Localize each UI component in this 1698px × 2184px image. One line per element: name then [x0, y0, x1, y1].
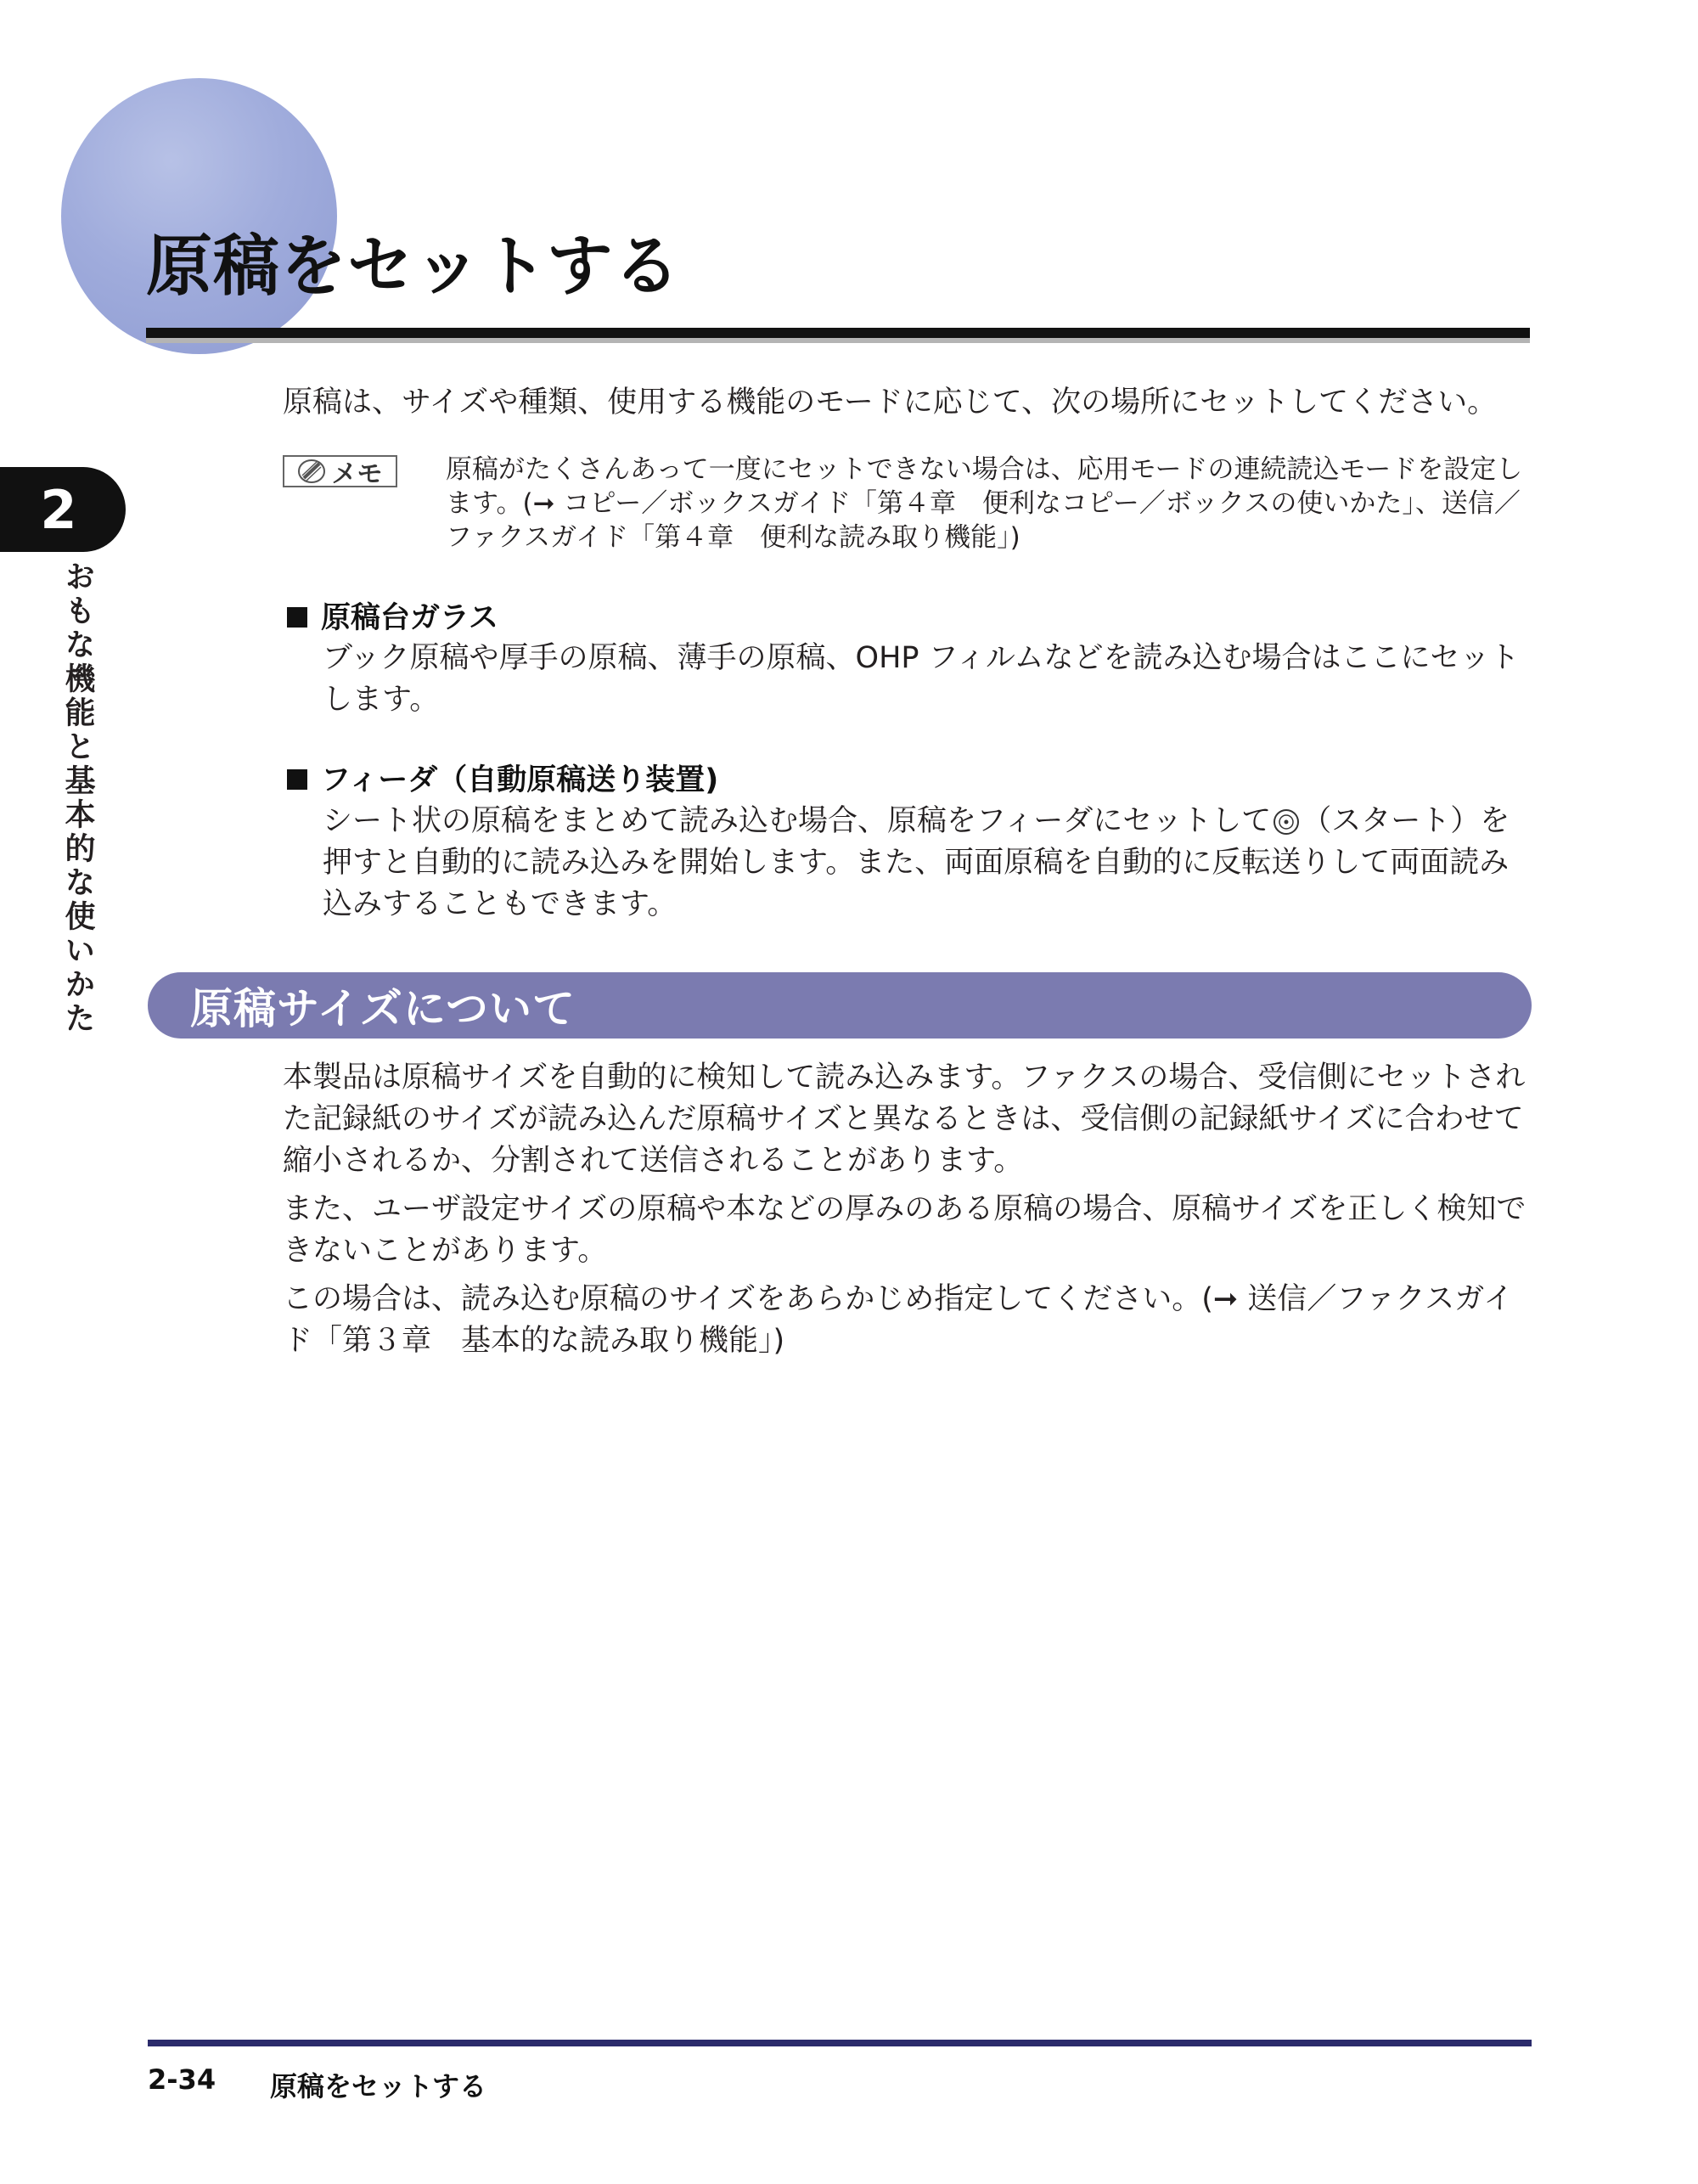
square-bullet-icon	[287, 607, 307, 628]
start-button-icon	[1273, 806, 1300, 833]
footer-title: 原稿をセットする	[270, 2070, 487, 2102]
pencil-icon	[298, 459, 325, 484]
feeder-text-end: （スタート）を押すと自動的に読み込みを開始します。また、両面原稿を自動的に反転送りして両面読み込みすることもできます。	[323, 804, 1510, 921]
memo-label: メモ	[331, 459, 383, 489]
title-underline-shadow	[146, 338, 1530, 343]
memo-text: 原稿がたくさんあって一度にセットできない場合は、応用モードの連続読込モードを設定します。(➞ コピー／ボックスガイド「第４章 便利なコピー／ボックスの使いかた」、送信／ファクスガイド「第４章 便利な読み取り機能」)	[446, 454, 1523, 553]
footer-rule	[148, 2040, 1532, 2046]
memo-badge	[283, 455, 397, 487]
item-body-glass: ブック原稿や厚手の原稿、薄手の原稿、OHP フィルムなどを読み込む場合はここにセットします。	[323, 641, 1520, 717]
intro-text: 原稿は、サイズや種類、使用する機能のモードに応じて、次の場所にセットしてください。	[283, 386, 1498, 419]
decorative-circle	[61, 78, 337, 354]
section-title: 原稿サイズについて	[190, 984, 576, 1033]
chapter-label: おもな機能と基本的な使いかた	[60, 560, 95, 1036]
feeder-text-start: シート状の原稿をまとめて読み込む場合、原稿をフィーダにセットして	[323, 804, 1272, 838]
item-body-feeder	[323, 801, 1531, 926]
page-title: 原稿をセットする	[146, 228, 681, 305]
item-heading-feeder	[287, 760, 718, 802]
section-paragraph: この場合は、読み込む原稿のサイズをあらかじめ指定してください。(➞ 送信／ファクスガイド「第３章 基本的な読み取り機能」)	[283, 1282, 1514, 1358]
section-paragraph: 本製品は原稿サイズを自動的に検知して読み込みます。ファクスの場合、受信側にセットされた記録紙のサイズが読み込んだ原稿サイズと異なるときは、受信側の記録紙サイズに合わせて縮小されるか、分割されて送信されることがあります。	[283, 1061, 1526, 1178]
section-paragraph: また、ユーザ設定サイズの原稿や本などの厚みのある原稿の場合、原稿サイズを正しく検知できないことがあります。	[283, 1192, 1527, 1268]
footer-page-number: 2-34	[148, 2063, 216, 2096]
section-banner	[148, 972, 1532, 1039]
item-heading-glass	[287, 598, 498, 639]
title-underline	[146, 328, 1530, 338]
item-heading-label: 原稿台ガラス	[321, 601, 498, 635]
chapter-number: 2	[40, 478, 77, 541]
square-bullet-icon	[287, 769, 307, 790]
chapter-tab	[0, 467, 126, 552]
item-heading-label: フィーダ（自動原稿送り装置)	[321, 763, 719, 797]
